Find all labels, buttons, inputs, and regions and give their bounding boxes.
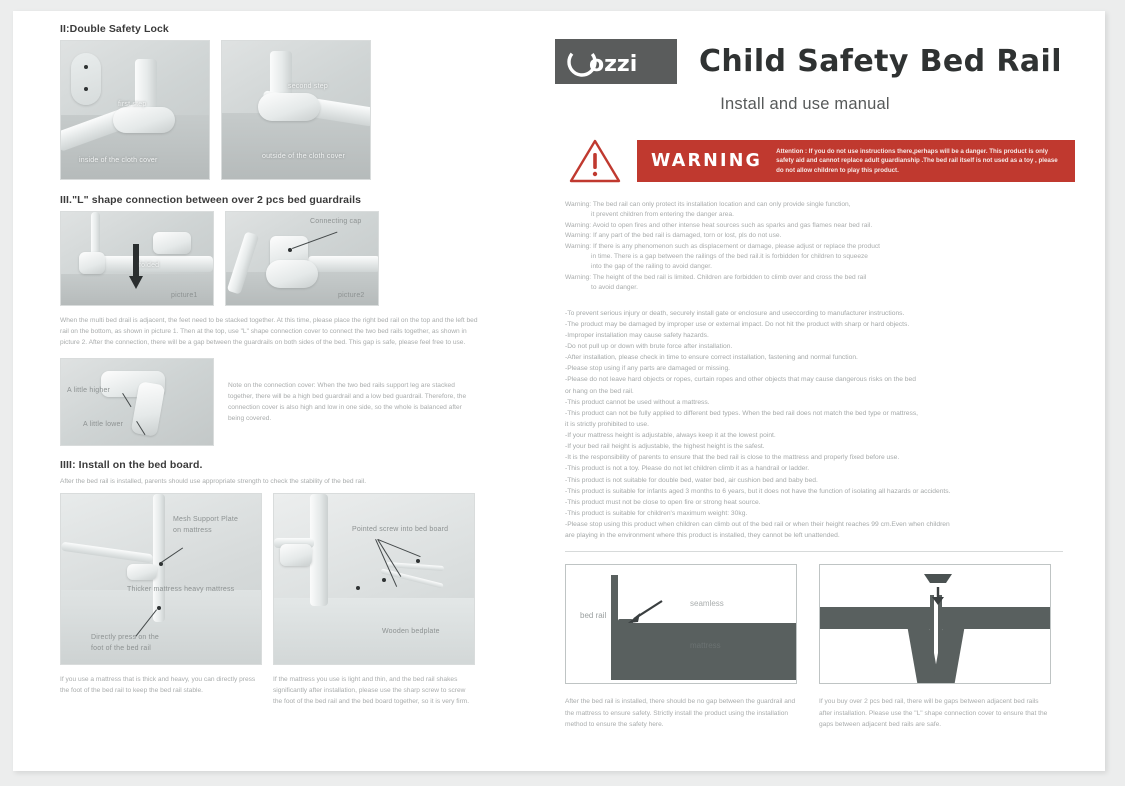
section-4-intro: After the bed rail is installed, parents should use appropriate strength to check the stability of the bed rail. xyxy=(60,478,367,486)
bullet-item: -This product is not a toy. Please do not let children climb it as a handrail or ladder. xyxy=(565,465,810,473)
callout-foot-of-bed-rail: foot of the bed rail xyxy=(91,645,152,653)
warning-text: The height of the bed rail is limited. Children are forbidden to climb over and cross the bed rail xyxy=(592,273,867,281)
callout-on-mattress: on mattress xyxy=(173,527,212,535)
bullet-item: -Please do not leave hard objects or ropes, curtain ropes and other objects that may cause dangerous risks on the bed xyxy=(565,376,916,384)
brand-header xyxy=(555,23,1075,84)
section-2-photos xyxy=(60,40,530,180)
seamless-gap-figure xyxy=(565,564,797,684)
callout-a-little-higher: A little higher xyxy=(67,387,111,395)
safety-bullet-list xyxy=(555,308,1075,542)
warning-item xyxy=(565,231,1075,241)
warning-text: into the gap of the railing to avoid danger. xyxy=(591,263,712,271)
warning-item xyxy=(565,200,1075,210)
inside-cloth-cover-photo xyxy=(60,40,210,180)
right-column xyxy=(555,23,1075,730)
connection-cap-arrow-icon xyxy=(918,571,958,607)
bullet-item: -This product is suitable for infants aged 3 months to 6 years, but it does not have the function of isolating all hazards or accidents. xyxy=(565,487,951,495)
callout-connecting-cap: Connecting cap xyxy=(310,218,362,225)
warning-text: to avoid danger. xyxy=(591,284,638,292)
callout-thicker-mattress: Thicker mattress heavy mattress xyxy=(127,586,235,594)
adjacent-rails-figure xyxy=(819,564,1051,684)
bullet-item: -If your mattress height is adjustable, always keep it at the lowest point. xyxy=(565,432,776,440)
bullet-item: -This product is suitable for children's maximum weight: 30kg. xyxy=(565,509,748,517)
bullet-item: -After installation, please check in time to ensure correct installation, fastening and normal function. xyxy=(565,354,858,362)
warning-text: Avoid to open fires and other intense heat sources such as sparks and gas flames near bed rail. xyxy=(592,221,873,229)
manual-page xyxy=(13,11,1105,771)
callout-wooden-bedplate: Wooden bedplate xyxy=(382,628,440,636)
connection-cover-note-text: Note on the connection cover: When the two bed rails support leg are stacked together, there will be a high bed guardrail and a low bed guardrail. Therefore, the connection cover is also high and low in one side, so the whole is balanced after being covered. xyxy=(228,382,467,423)
callout-mesh-support-plate: Mesh Support Plate xyxy=(173,516,239,524)
bullet-item: -This product is not suitable for double bed, water bed, air cushion bed and baby bed. xyxy=(565,476,818,484)
bullet-item: -Improper installation may cause safety hazards. xyxy=(565,331,709,339)
warning-item-cont xyxy=(565,283,1075,293)
warning-item-cont xyxy=(565,210,1075,220)
bullet-item: -This product must not be close to open fire or strong heat source. xyxy=(565,498,761,506)
bullet-item: -This product cannot be used without a mattress. xyxy=(565,398,710,406)
bullet-item: -Do not pull up or down with brute force after installation. xyxy=(565,343,733,351)
section-3-heading: III."L" shape connection between over 2 pcs bed guardrails xyxy=(60,194,362,206)
figure-col-adjacent xyxy=(819,564,1051,730)
logo-mark-icon xyxy=(562,46,670,78)
warning-text: The bed rail can only protect its installation location and can only provide single function, xyxy=(592,201,851,208)
figure-caption-seamless: After the bed rail is installed, there should be no gap between the guardrail and the mattress to ensure safety. Strictly install the product using the installation method to ensure the safety here. xyxy=(565,698,796,728)
page-subtitle: Install and use manual xyxy=(720,95,890,113)
callout-pointed-screw: Pointed screw into bed board xyxy=(352,526,449,534)
section-4-captions xyxy=(60,674,530,707)
warning-item xyxy=(565,273,1075,283)
section-2-heading: II:Double Safety Lock xyxy=(60,23,169,35)
bullet-item: or hang on the bed rail. xyxy=(565,387,634,395)
warning-label-prefix: Warning: xyxy=(565,221,592,229)
warning-text: in time. There is a gap between the railings of the bed rail.it is forbidden for children to squeeze xyxy=(591,253,868,261)
warning-item-cont xyxy=(565,262,1075,272)
bullet-item: it is strictly prohibited to use. xyxy=(565,420,649,428)
warning-label-prefix: Warning: xyxy=(565,201,592,208)
label-seamless: seamless xyxy=(690,599,724,609)
callout-folded: folded xyxy=(139,262,160,269)
logo-text: ozzi xyxy=(589,51,638,77)
bullet-item: -This product can not be fully applied to different bed types. When the bed rail does not match the bed type or mattress, xyxy=(565,409,919,417)
warning-label-prefix: Warning: xyxy=(565,273,592,281)
warning-label-prefix: Warning: xyxy=(565,232,592,240)
label-bed-rail: bed rail xyxy=(580,611,607,621)
connecting-cap-photo xyxy=(225,211,379,306)
section-3-paragraph: When the multi bed drail is adjacent, the feet need to be stacked together. At this time, please place the right bed rail on the top and the left bed rail on the bottom, as shown in picture 1. Then at the top, use "L" shape connection cover to connect the two bed rails together, as shown in picture 2. After the connection, there will be a gap between the guardrails on both sides of the bed. This gap is safe, please feel free to use. xyxy=(60,317,478,347)
warning-text: If there is any phenomenon such as displacement or damage, please adjust or replace the product xyxy=(592,242,880,250)
pointed-screw-photo xyxy=(273,493,475,665)
left-column xyxy=(60,23,530,707)
section-4-heading: IIII: Install on the bed board. xyxy=(60,459,203,472)
section-3-photos xyxy=(60,211,530,306)
connection-cover-note xyxy=(60,358,530,446)
bullet-item: -Please stop using if any parts are damaged or missing. xyxy=(565,365,731,373)
bullet-item: -To prevent serious injury or death, securely install gate or enclosure and useccording to manufacturer instructions. xyxy=(565,309,905,317)
callout-outside-cloth-cover: outside of the cloth cover xyxy=(262,153,346,160)
label-mattress: mattress xyxy=(690,641,721,651)
callout-directly-press: Directly press on the xyxy=(91,634,160,642)
bullet-item: -If your bed rail height is adjustable, the highest height is the safest. xyxy=(565,443,765,451)
seamless-arrow-icon xyxy=(622,597,666,627)
bullet-item: -The product may be damaged by improper use or external impact. Do not hit the product with sharp or hard objects. xyxy=(565,320,910,328)
callout-second-step: second step xyxy=(288,83,328,90)
bullet-item: -Please stop using this product when children can climb out of the bed rail or when their height reaches 99 cm.Even when children xyxy=(565,521,950,529)
divider xyxy=(565,551,1063,552)
warning-banner xyxy=(555,138,1075,184)
warning-box xyxy=(637,140,1075,182)
warning-triangle-icon xyxy=(569,138,621,184)
warning-label: WARNING xyxy=(651,151,763,171)
section-4-caption-right: If the mattress you use is light and thin, and the bed rail shakes significantly after installation, please use the sharp screw to screw the foot of the bed rail and the bed board together, so it is very firm. xyxy=(273,676,470,706)
outside-cloth-cover-photo xyxy=(221,40,371,180)
callout-a-little-lower: A little lower xyxy=(83,421,124,429)
warning-message: Attention : If you do not use instructions there,perhaps will be a danger. This product is only safety aid and cannot replace adult guardianship .The bed rail itself is not used as a toy , please do not allow children to play this product. xyxy=(776,147,1058,174)
callout-picture2: picture2 xyxy=(338,292,365,299)
callout-inside-cloth-cover: inside of the cloth cover xyxy=(79,157,158,164)
bullet-item: are playing in the environment where this product is installed, they cannot be left unattended. xyxy=(565,532,840,540)
page-title: Child Safety Bed Rail xyxy=(699,44,1062,79)
mesh-support-plate-photo xyxy=(60,493,262,665)
warning-item-cont xyxy=(565,252,1075,262)
warning-item xyxy=(565,242,1075,252)
warning-text: If any part of the bed rail is damaged, torn or lost, pls do not use. xyxy=(592,232,782,240)
cozzi-logo xyxy=(555,39,677,84)
warning-text: it prevent children from entering the danger area. xyxy=(591,211,734,219)
warning-label-prefix: Warning: xyxy=(565,242,592,250)
callout-picture1: picture1 xyxy=(171,292,198,299)
section-4-caption-left: If you use a mattress that is thick and heavy, you can directly press the foot of the bed rail to keep the bed rail stable. xyxy=(60,676,256,695)
warning-item xyxy=(565,221,1075,231)
bullet-item: -It is the responsibility of parents to ensure that the bed rail is close to the mattress and properly fixed before use. xyxy=(565,454,900,462)
callout-first-step: first step xyxy=(118,101,147,108)
warning-list xyxy=(555,200,1075,294)
section-4-photos xyxy=(60,493,530,665)
figure-caption-adjacent: If you buy over 2 pcs bed rail, there will be gaps between adjacent bed rails after installation. Please use the "L" shape connection cover to ensure that the gaps between adjacent bed rails are safe. xyxy=(819,698,1048,728)
bottom-figures xyxy=(555,564,1075,730)
folded-rail-photo xyxy=(60,211,214,306)
figure-col-seamless xyxy=(565,564,797,730)
connection-cover-photo xyxy=(60,358,214,446)
